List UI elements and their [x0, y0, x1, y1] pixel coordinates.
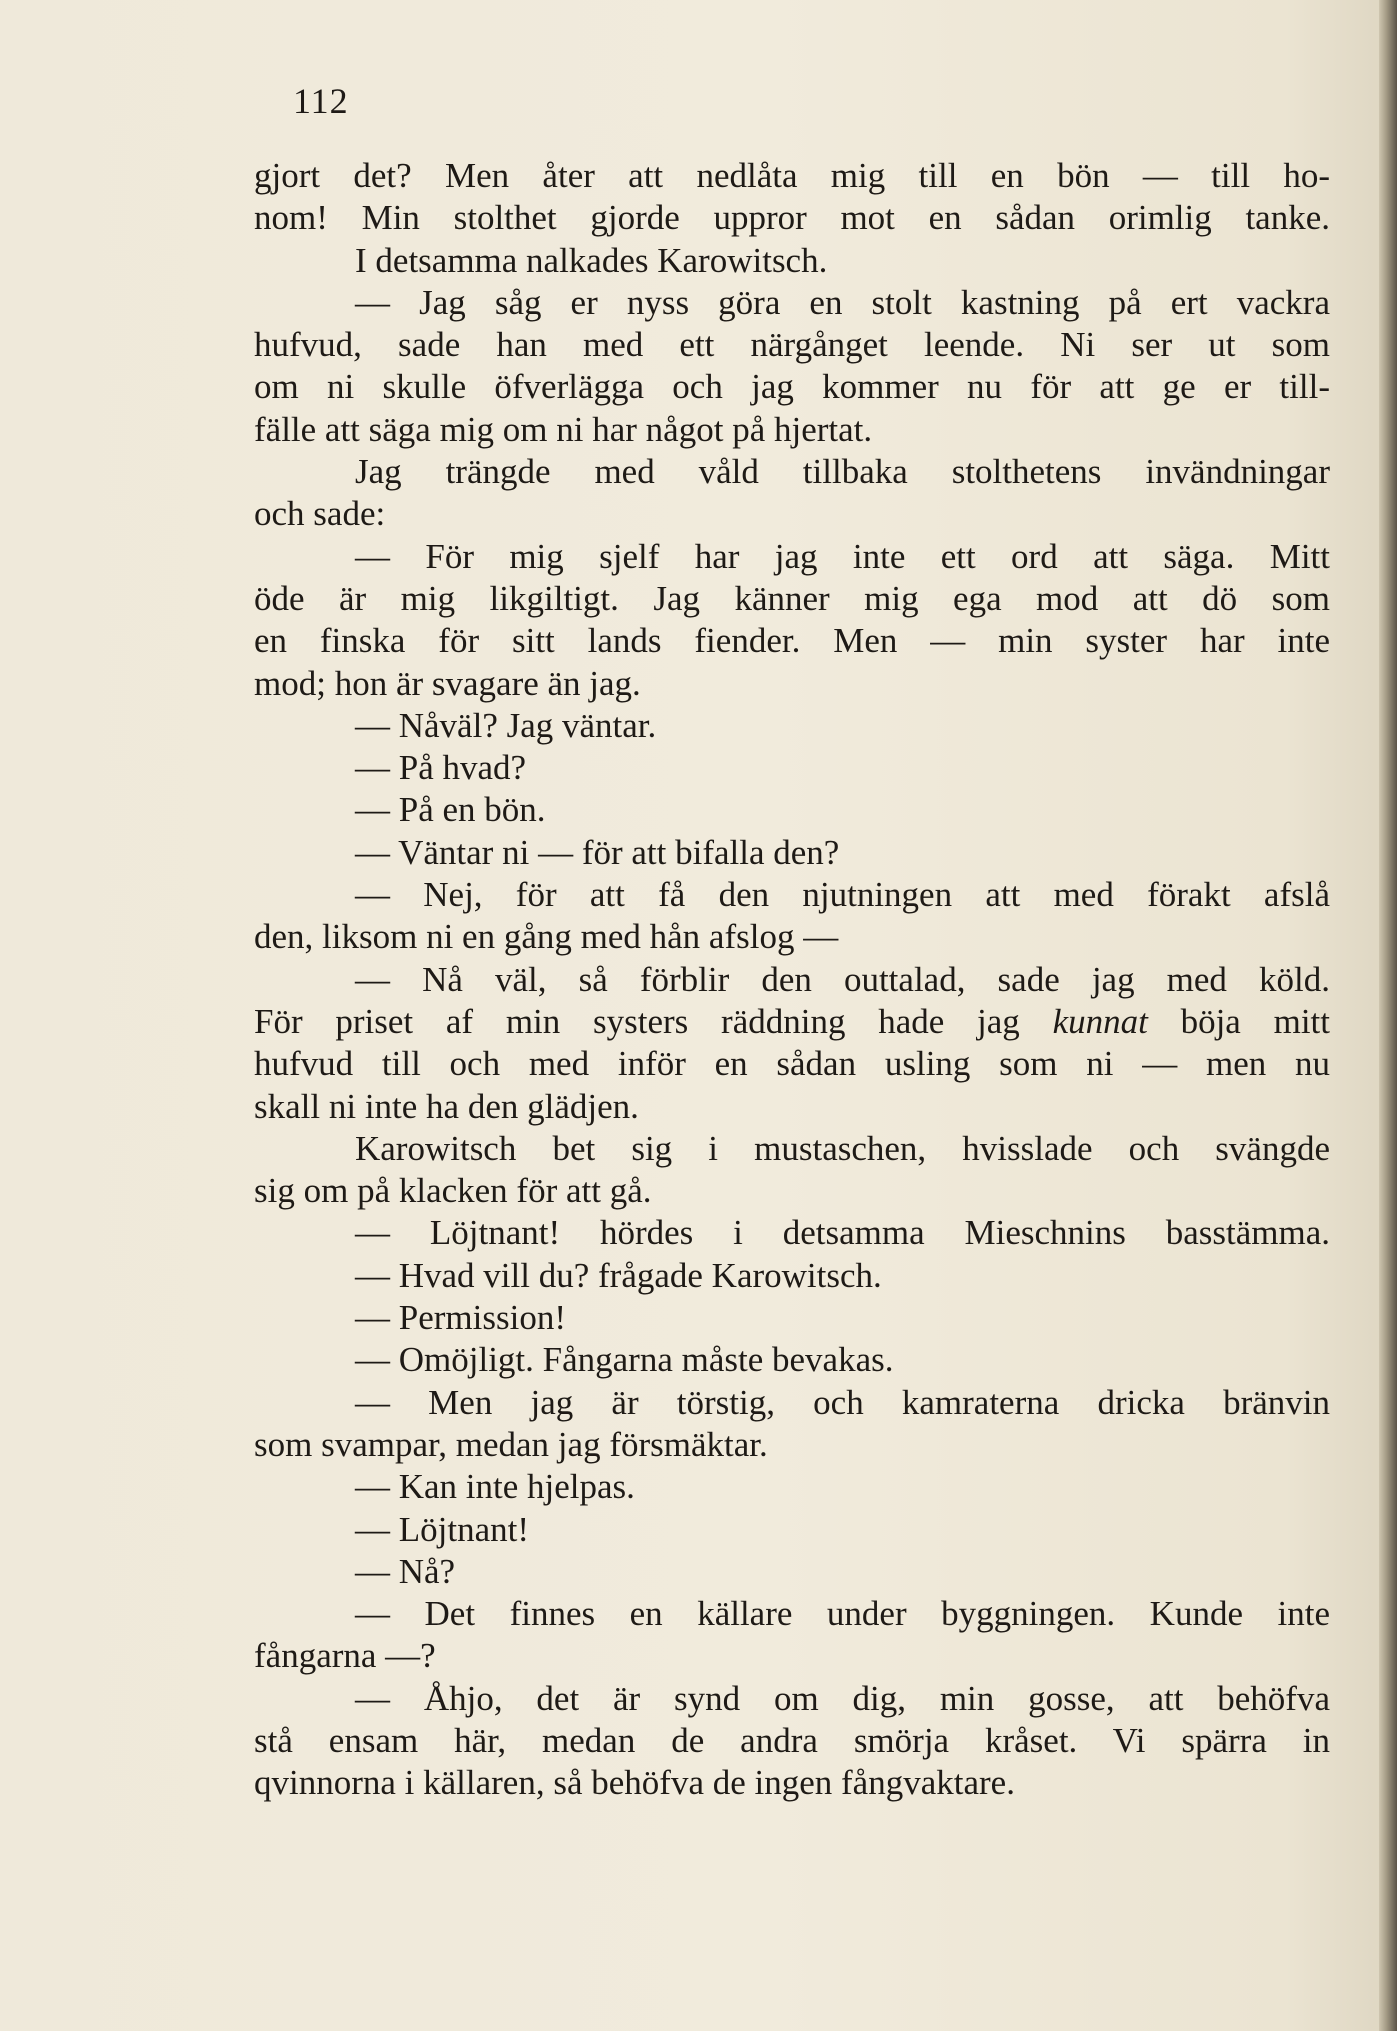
text-line: fälle att säga mig om ni har något på hjertat. — [254, 409, 873, 449]
text-segment: böja mitt — [1147, 1001, 1330, 1041]
text-line: gjort det? Men åter att nedlåta mig till en bön — till ho- — [254, 156, 1330, 195]
text-line: stå ensam här, medan de andra smörja kråset. Vi spärra in — [254, 1720, 1330, 1760]
text-line: hufvud, sade han med ett närgånget leende. Ni ser ut som — [254, 325, 1330, 365]
text-line: hufvud till och med inför en sådan usling som ni — men nu — [254, 1044, 1330, 1084]
text-line: qvinnorna i källaren, så behöfva de ingen fångvaktare. — [254, 1763, 1015, 1803]
text-line — [254, 1001, 1330, 1043]
body-text — [254, 155, 1330, 1805]
text-line: som svampar, medan jag försmäktar. — [254, 1424, 768, 1464]
text-line: — För mig sjelf har jag inte ett ord att säga. Mitt — [355, 536, 1330, 576]
text-line: — Väntar ni — för att bifalla den? — [355, 832, 840, 872]
text-line: — Omöjligt. Fångarna måste bevakas. — [355, 1340, 894, 1380]
text-line: och sade: — [254, 494, 386, 534]
text-segment: För priset af min systers räddning hade jag — [254, 1001, 1053, 1041]
text-line: — Men jag är törstig, och kamraterna dricka bränvin — [355, 1382, 1330, 1422]
text-line: — Hvad vill du? frågade Karowitsch. — [355, 1255, 882, 1295]
text-line: — Nå? — [355, 1551, 456, 1591]
text-line: den, liksom ni en gång med hån afslog — — [254, 917, 839, 957]
book-spine-shadow — [1379, 0, 1397, 2031]
text-line: — Det finnes en källare under byggningen. Kunde inte — [355, 1594, 1330, 1634]
text-line: om ni skulle öfverlägga och jag kommer nu för att ge er till- — [254, 367, 1330, 407]
text-line: — Permission! — [355, 1298, 566, 1338]
text-line: Jag trängde med våld tillbaka stolthetens invändningar — [355, 452, 1330, 492]
italic-word: kunnat — [1052, 1001, 1148, 1041]
text-line: — Löjtnant! hördes i detsamma Mieschnins basstämma. — [355, 1213, 1330, 1253]
text-line: sig om på klacken för att gå. — [254, 1171, 652, 1211]
page-number: 112 — [293, 81, 349, 121]
text-line: — Löjtnant! — [355, 1509, 529, 1549]
text-line: — Nå väl, så förblir den outtalad, sade jag med köld. — [355, 959, 1330, 999]
text-line: mod; hon är svagare än jag. — [254, 663, 641, 703]
text-line: öde är mig likgiltigt. Jag känner mig ega mod att dö som — [254, 578, 1330, 618]
text-line: — På hvad? — [355, 748, 527, 788]
text-line: fångarna —? — [254, 1636, 436, 1676]
text-line: nom! Min stolthet gjorde uppror mot en sådan orimlig tanke. — [254, 198, 1330, 238]
text-line: — Kan inte hjelpas. — [355, 1467, 635, 1507]
text-line: — Jag såg er nyss göra en stolt kastning på ert vackra — [355, 282, 1330, 322]
text-line: skall ni inte ha den glädjen. — [254, 1086, 639, 1126]
text-line: I detsamma nalkades Karowitsch. — [355, 240, 828, 280]
text-line: — Nåväl? Jag väntar. — [355, 705, 657, 745]
text-line: en finska för sitt lands fiender. Men — min syster har inte — [254, 621, 1330, 661]
text-line: Karowitsch bet sig i mustaschen, hvisslade och svängde — [355, 1128, 1330, 1168]
text-line: — Nej, för att få den njutningen att med förakt afslå — [355, 875, 1330, 915]
text-line: — På en bön. — [355, 790, 546, 830]
text-line: — Åhjo, det är synd om dig, min gosse, att behöfva — [355, 1678, 1330, 1718]
